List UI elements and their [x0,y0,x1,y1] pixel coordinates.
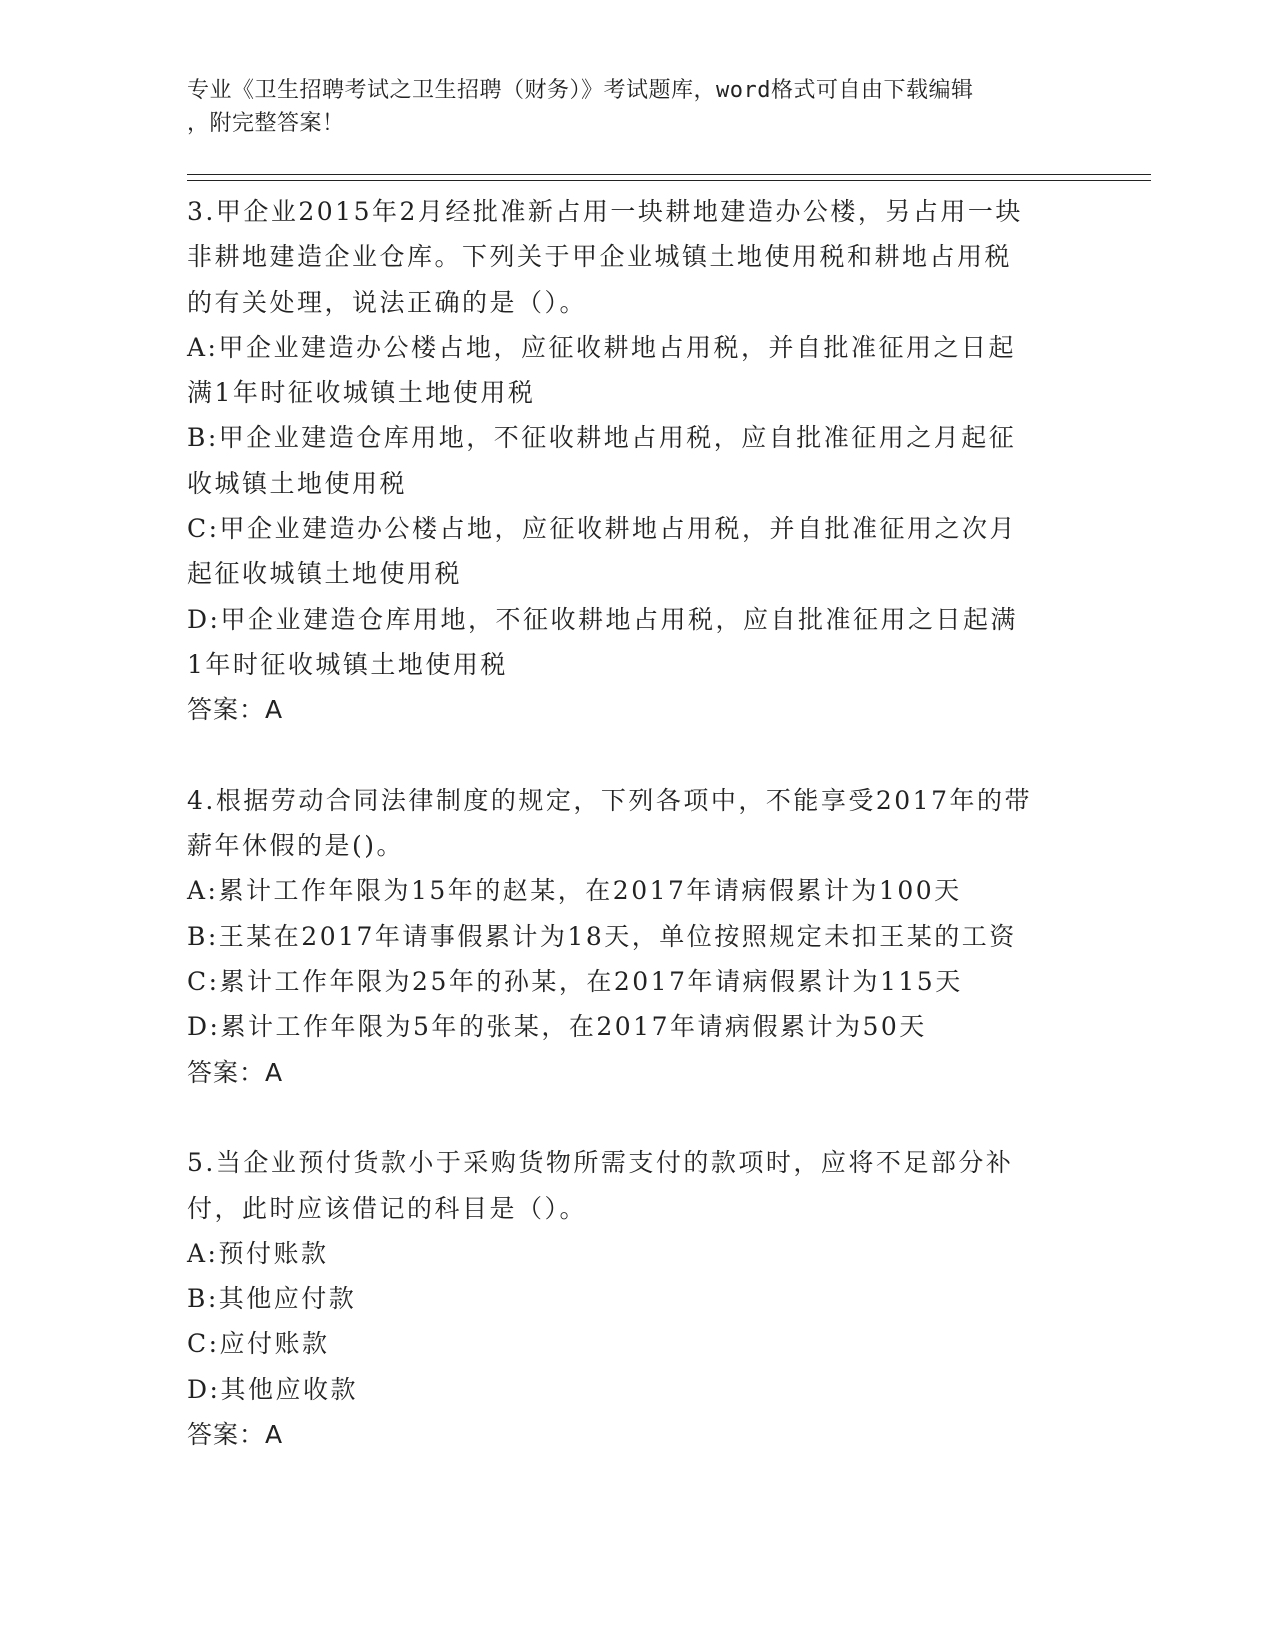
option-b: B:甲企业建造仓库用地，不征收耕地占用税，应自批准征用之月起征 [187,423,1017,453]
option-d: D:累计工作年限为5年的张某，在2017年请病假累计为50天 [187,1012,927,1042]
question-block [187,1140,1087,1457]
question-stem: 3.甲企业2015年2月经批准新占用一块耕地建造办公楼，另占用一块 [187,197,1023,226]
option-c: C:累计工作年限为25年的孙某，在2017年请病假累计为115天 [187,967,963,997]
option-a: A:甲企业建造办公楼占地，应征收耕地占用税，并自批准征用之日起 [187,332,1016,362]
option-b: B:王某在2017年请事假累计为18天，单位按照规定未扣王某的工资 [187,921,1017,951]
question-stem: 付，此时应该借记的科目是（）。 [187,1193,588,1223]
answer-line: 答案：A [187,1420,284,1450]
answer-line: 答案：A [187,1057,284,1087]
header-divider [187,180,1151,181]
question-stem: 非耕地建造企业仓库。下列关于甲企业城镇土地使用税和耕地占用税 [187,242,1013,272]
question-stem: 的有关处理，说法正确的是（）。 [187,287,588,317]
question-stem: 4.根据劳动合同法律制度的规定，下列各项中，不能享受2017年的带 [187,785,1032,815]
option-b: B:其他应付款 [187,1284,357,1314]
option-d: 1年时征收城镇土地使用税 [187,649,508,679]
option-c: C:甲企业建造办公楼占地，应征收耕地占用税，并自批准征用之次月 [187,514,1018,544]
question-spacer [187,733,1087,778]
question-spacer [187,1095,1087,1140]
header-line: ，附完整答案！ [187,111,345,136]
option-b: 收城镇土地使用税 [187,468,408,498]
question-stem: 5.当企业预付货款小于采购货物所需支付的款项时，应将不足部分补 [187,1148,1014,1178]
option-c: C:应付账款 [187,1329,330,1359]
header-divider [187,174,1151,175]
option-d: D:甲企业建造仓库用地，不征收耕地占用税，应自批准征用之日起满 [187,604,1018,634]
option-a: A:累计工作年限为15年的赵某，在2017年请病假累计为100天 [187,876,962,906]
answer-line: 答案：A [187,695,284,725]
question-stem: 薪年休假的是()。 [187,831,405,861]
option-a: A:预付账款 [187,1238,329,1268]
question-block [187,778,1087,1095]
question-list [187,189,1087,1457]
question-block [187,189,1087,733]
header-line: 专业《卫生招聘考试之卫生招聘（财务）》考试题库，word格式可自由下载编辑 [187,78,974,103]
option-a: 满1年时征收城镇土地使用税 [187,378,536,408]
option-c: 起征收城镇土地使用税 [187,559,463,589]
document-header [187,74,1067,140]
option-d: D:其他应收款 [187,1374,358,1404]
